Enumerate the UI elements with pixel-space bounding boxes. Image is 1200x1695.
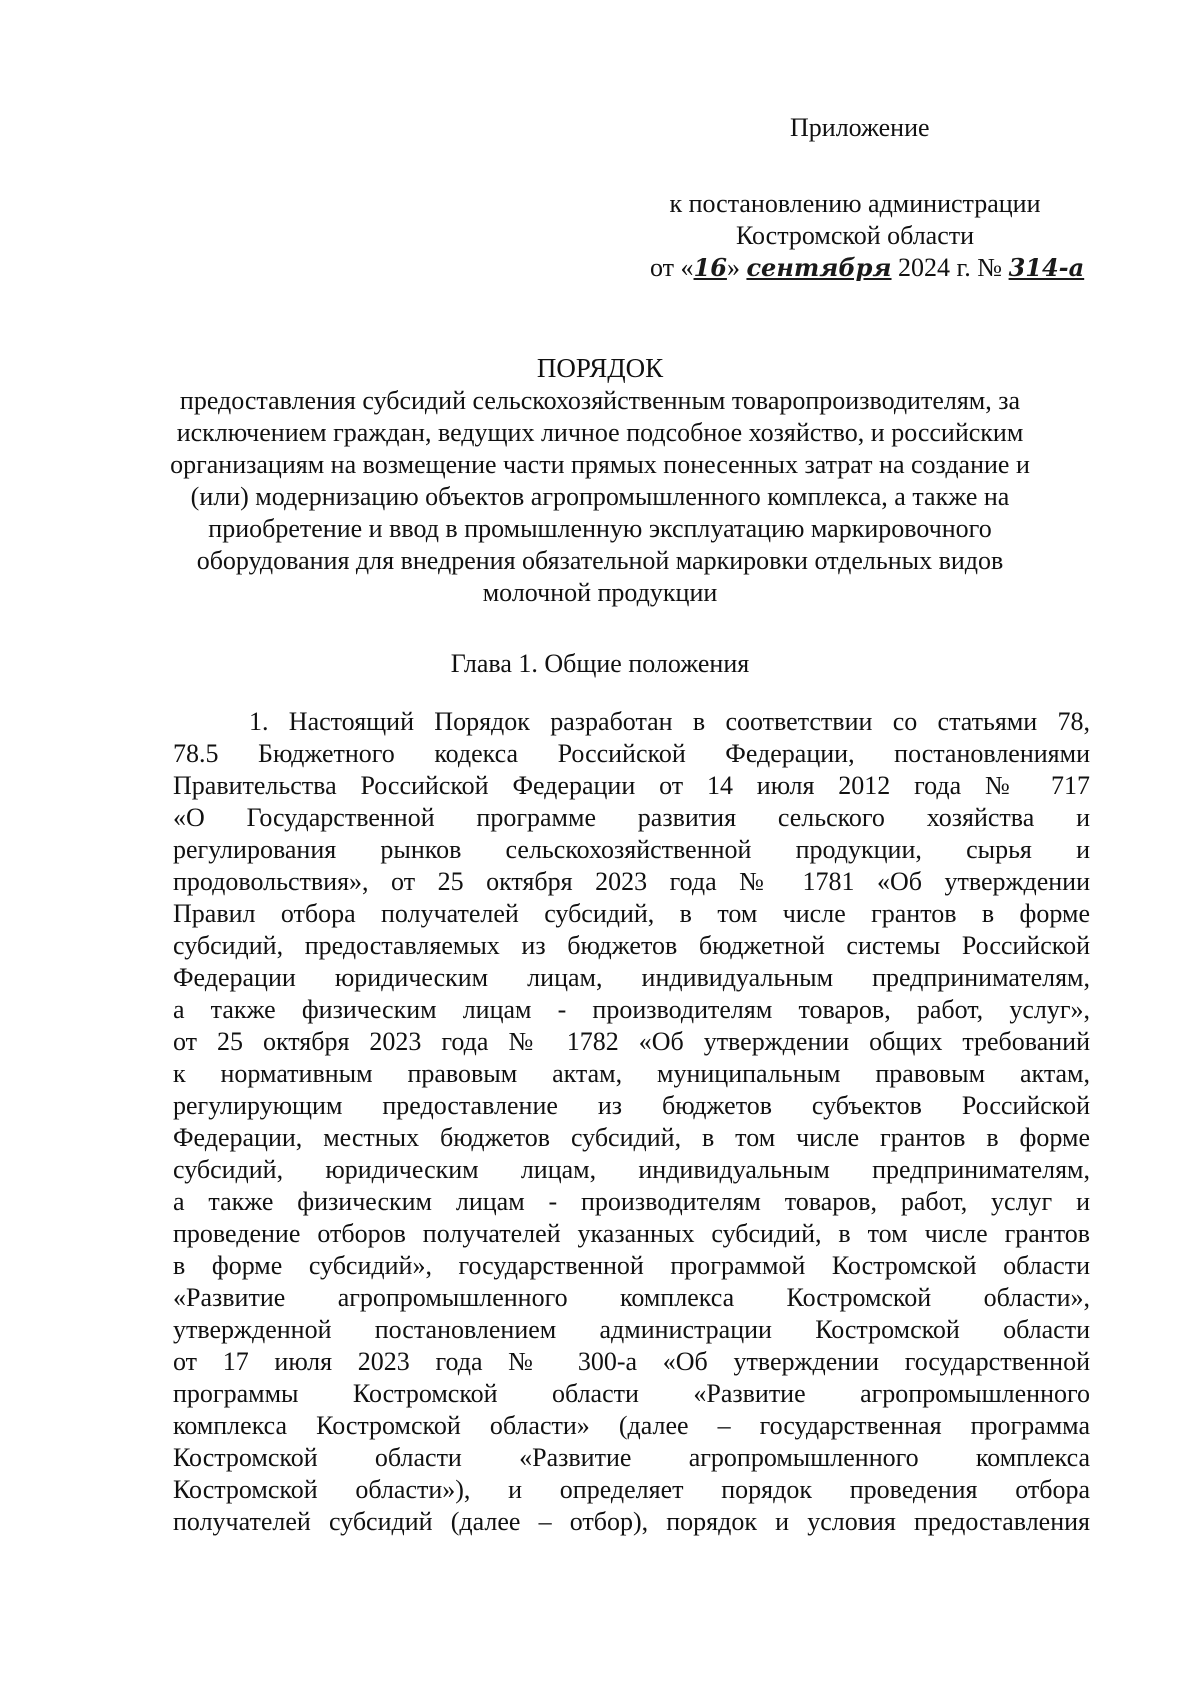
decree-reference: к постановлению администрации Костромской области	[669, 189, 1041, 250]
text-line: Костромской области»), и определяет порядок проведения отбора	[173, 1475, 1090, 1504]
text-line: от 25 октября 2023 года № 1782 «Об утверждении общих требований	[173, 1027, 1090, 1056]
handwritten-number: 314-а	[1008, 253, 1085, 282]
text-line: Правил отбора получателей субсидий, в том числе грантов в форме	[173, 899, 1090, 928]
text-line: Костромской области «Развитие агропромышленного комплекса	[173, 1443, 1090, 1472]
text-line: субсидий, предоставляемых из бюджетов бюджетной системы Российской	[173, 931, 1090, 960]
appendix-label: Приложение	[790, 113, 930, 142]
text-line: утвержденной постановлением администрации Костромской области	[173, 1315, 1090, 1344]
document-subtitle: предоставления субсидий сельскохозяйственным товаропроизводителям, за исключением граждан, ведущих личное подсобное хозяйство, и российским организациям на возмещение части прямых понесенных затрат на создание и (или) модернизацию объектов агропромышленного комплекса, а также на приобретение и ввод в промышленную эксплуатацию маркировочного оборудования для внедрения обязательной маркировки отдельных видов молочной продукции	[170, 386, 1030, 607]
handwritten-month: сентября	[746, 253, 892, 282]
date-year: 2024 г. №	[891, 253, 1009, 282]
text-line: Правительства Российской Федерации от 14 июля 2012 года № 717	[173, 771, 1090, 800]
text-line: а также физическим лицам - производителям товаров, работ, услуг и	[173, 1187, 1090, 1216]
text-line: 78.5 Бюджетного кодекса Российской Федерации, постановлениями	[173, 739, 1090, 768]
handwritten-day: 16	[693, 253, 727, 282]
text-line: получателей субсидий (далее – отбор), порядок и условия предоставления	[173, 1507, 1090, 1536]
decree-date-line	[650, 252, 1084, 284]
text-line: «Развитие агропромышленного комплекса Костромской области»,	[173, 1283, 1090, 1312]
date-prefix: от «	[650, 253, 694, 282]
document-title: ПОРЯДОК	[536, 353, 664, 383]
text-line: в форме субсидий», государственной программой Костромской области	[173, 1251, 1090, 1280]
text-line: а также физическим лицам - производителям товаров, работ, услуг»,	[173, 995, 1090, 1024]
text-line: от 17 июля 2023 года № 300-а «Об утверждении государственной	[173, 1347, 1090, 1376]
text-line: «О Государственной программе развития сельского хозяйства и	[173, 803, 1090, 832]
chapter-heading: Глава 1. Общие положения	[450, 649, 750, 678]
text-line: Федерации, местных бюджетов субсидий, в том числе грантов в форме	[173, 1123, 1090, 1152]
date-mid: »	[726, 253, 747, 282]
text-line: 1. Настоящий Порядок разработан в соответствии со статьями 78,	[249, 707, 1090, 736]
text-line: программы Костромской области «Развитие агропромышленного	[173, 1379, 1090, 1408]
text-line: субсидий, юридическим лицам, индивидуальным предпринимателям,	[173, 1155, 1090, 1184]
text-line: регулирования рынков сельскохозяйственной продукции, сырья и	[173, 835, 1090, 864]
text-line: продовольствия», от 25 октября 2023 года № 1781 «Об утверждении	[173, 867, 1090, 896]
text-line: Федерации юридическим лицам, индивидуальным предпринимателям,	[173, 963, 1090, 992]
text-line: регулирующим предоставление из бюджетов субъектов Российской	[173, 1091, 1090, 1120]
text-line: к нормативным правовым актам, муниципальным правовым актам,	[173, 1059, 1090, 1088]
text-line: комплекса Костромской области» (далее – государственная программа	[173, 1411, 1090, 1440]
paragraph-1	[173, 706, 1090, 1538]
text-line: проведение отборов получателей указанных субсидий, в том числе грантов	[173, 1219, 1090, 1248]
